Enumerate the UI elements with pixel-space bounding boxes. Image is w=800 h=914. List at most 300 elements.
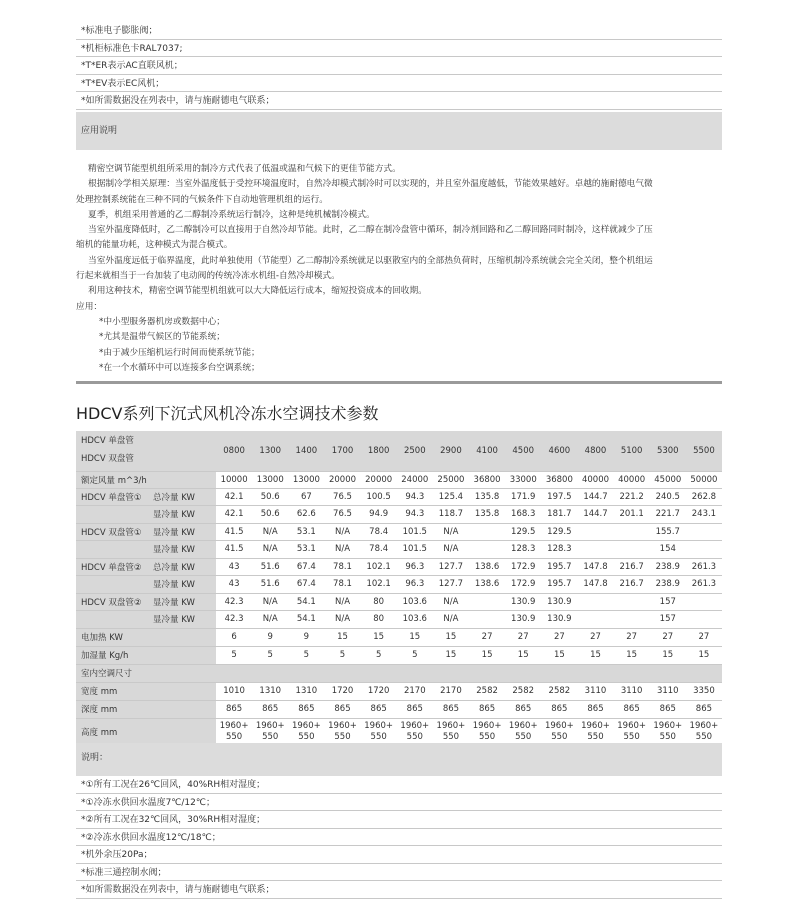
model-cell: 4100	[469, 431, 505, 471]
application-paragraph: 当室外温度远低于临界温度，此时单独使用（节能型）乙二醇制冷系统就足以驱散室内的全部热负荷时，压缩机制冷系统就会完全关闭，整个机组运	[88, 255, 653, 266]
data-cell: 78.4	[361, 541, 397, 559]
height-bottom: 550	[623, 732, 640, 742]
data-cell: N/A	[252, 541, 288, 559]
data-cell: 865	[252, 700, 288, 718]
data-cell: 2170	[433, 682, 469, 700]
data-cell: 94.9	[361, 506, 397, 524]
size-heading-row	[76, 664, 722, 682]
data-cell	[614, 611, 650, 629]
model-cell: 1400	[288, 431, 324, 471]
data-cell	[614, 593, 650, 611]
data-cell: 36800	[541, 471, 577, 488]
sub-label: 显冷量 KW	[151, 523, 216, 541]
data-cell: 94.3	[397, 506, 433, 524]
data-cell: 216.7	[614, 576, 650, 594]
data-cell: 102.1	[361, 558, 397, 576]
data-cell: 101.5	[397, 523, 433, 541]
group-row	[76, 506, 722, 524]
data-cell: 5	[216, 646, 252, 664]
data-cell: 103.6	[397, 593, 433, 611]
height-cell	[433, 718, 469, 746]
sub-label: 总冷量 KW	[151, 488, 216, 506]
data-cell: 130.9	[505, 593, 541, 611]
height-bottom: 550	[659, 732, 676, 742]
data-cell: 101.5	[397, 541, 433, 559]
data-cell: 1720	[361, 682, 397, 700]
data-cell: 3110	[650, 682, 686, 700]
data-cell: 1720	[324, 682, 360, 700]
row-label: 深度 mm	[76, 700, 216, 718]
model-cell: 5100	[614, 431, 650, 471]
data-cell: 195.7	[541, 558, 577, 576]
height-cell	[361, 718, 397, 746]
height-bottom: 550	[262, 732, 279, 742]
application-paragraph: 夏季，机组采用普通的乙二醇制冷系统运行制冷，这种是纯机械制冷模式。	[88, 209, 375, 220]
data-cell: 221.2	[614, 488, 650, 506]
sub-label: 显冷量 KW	[151, 506, 216, 524]
bottom-note: *①冷冻水供回水温度7℃/12℃；	[76, 794, 722, 812]
depth-row	[76, 700, 722, 718]
group-label-blank	[76, 576, 151, 594]
data-cell: 130.9	[541, 593, 577, 611]
height-cell	[252, 718, 288, 746]
height-cell	[288, 718, 324, 746]
data-cell: 24000	[397, 471, 433, 488]
data-cell	[577, 541, 613, 559]
data-cell: 128.3	[541, 541, 577, 559]
row-label: 宽度 mm	[76, 682, 216, 700]
data-cell: 15	[650, 646, 686, 664]
data-cell: 80	[361, 611, 397, 629]
data-cell: 96.3	[397, 576, 433, 594]
data-cell: 865	[361, 700, 397, 718]
data-cell: N/A	[252, 593, 288, 611]
data-cell: 96.3	[397, 558, 433, 576]
data-cell: 43	[216, 576, 252, 594]
data-cell: N/A	[324, 541, 360, 559]
group-label-blank	[76, 541, 151, 559]
data-cell: 216.7	[614, 558, 650, 576]
data-cell: 33000	[505, 471, 541, 488]
data-cell: 15	[469, 646, 505, 664]
data-cell: 130.9	[505, 611, 541, 629]
application-paragraph: 行起来就相当于一台加装了电动阀的传统冷冻水机组-自然冷却模式。	[76, 271, 340, 282]
data-cell: 50.6	[252, 506, 288, 524]
data-cell: 51.6	[252, 576, 288, 594]
data-cell: 5	[324, 646, 360, 664]
data-cell: 221.7	[650, 506, 686, 524]
data-cell: 1310	[252, 682, 288, 700]
data-cell: 20000	[324, 471, 360, 488]
data-cell: 157	[650, 611, 686, 629]
data-cell: 5	[397, 646, 433, 664]
top-note: *T*ER表示AC直联风机；	[76, 57, 722, 75]
data-cell: 42.1	[216, 506, 252, 524]
data-cell: 100.5	[361, 488, 397, 506]
data-cell: 54.1	[288, 593, 324, 611]
section-divider	[76, 381, 722, 384]
height-cell	[469, 718, 505, 746]
use-item: *在一个水循环中可以连接多台空调系统；	[99, 362, 260, 373]
row-label: 高度 mm	[76, 718, 216, 746]
data-cell	[469, 593, 505, 611]
data-cell: N/A	[433, 523, 469, 541]
data-cell: 865	[397, 700, 433, 718]
spec-table	[76, 431, 722, 747]
data-cell: 172.9	[505, 558, 541, 576]
data-cell: 1010	[216, 682, 252, 700]
group-row	[76, 611, 722, 629]
data-cell	[577, 523, 613, 541]
data-cell: 45000	[650, 471, 686, 488]
sub-label: 显冷量 KW	[151, 576, 216, 594]
data-cell: 130.9	[541, 611, 577, 629]
data-cell: 129.5	[541, 523, 577, 541]
data-cell: 5	[252, 646, 288, 664]
group-row	[76, 593, 722, 611]
application-paragraph: 利用这种技术，精密空调节能型机组就可以大大降低运行成本，缩短投资成本的回收期。	[88, 286, 427, 297]
data-cell: 261.3	[686, 558, 722, 576]
use-item: *中小型服务器机房或数据中心；	[99, 316, 225, 327]
data-cell: 5	[361, 646, 397, 664]
data-cell: 6	[216, 628, 252, 646]
model-cell: 1300	[252, 431, 288, 471]
data-cell: 9	[288, 628, 324, 646]
data-cell: 138.6	[469, 576, 505, 594]
height-top: 1960+	[328, 721, 357, 731]
data-cell: 27	[614, 628, 650, 646]
height-bottom: 550	[298, 732, 315, 742]
data-cell: 2170	[397, 682, 433, 700]
data-cell: 40000	[577, 471, 613, 488]
group-row	[76, 523, 722, 541]
bottom-note: *机外余压20Pa；	[76, 846, 722, 864]
height-top: 1960+	[255, 721, 285, 731]
height-top: 1960+	[653, 721, 683, 731]
bottom-note: *②所有工况在32℃回风，30%RH相对湿度；	[76, 811, 722, 829]
height-top: 1960+	[689, 721, 719, 731]
model-cell: 1700	[324, 431, 360, 471]
data-cell: 94.3	[397, 488, 433, 506]
height-bottom: 550	[406, 732, 423, 742]
height-top: 1960+	[400, 721, 430, 731]
model-cell: 4500	[505, 431, 541, 471]
height-top: 1960+	[544, 721, 574, 731]
data-cell	[686, 541, 722, 559]
data-cell: 67.4	[288, 558, 324, 576]
data-cell: 240.5	[650, 488, 686, 506]
data-cell: 144.7	[577, 488, 613, 506]
height-row	[76, 718, 722, 746]
data-cell: 865	[216, 700, 252, 718]
data-cell: 76.5	[324, 506, 360, 524]
data-cell: 15	[433, 646, 469, 664]
data-cell: 118.7	[433, 506, 469, 524]
model-header-row	[76, 431, 722, 471]
data-cell	[469, 611, 505, 629]
data-cell: 129.5	[505, 523, 541, 541]
height-bottom: 550	[334, 732, 351, 742]
data-cell: 51.6	[252, 558, 288, 576]
height-cell	[324, 718, 360, 746]
data-cell: 262.8	[686, 488, 722, 506]
height-top: 1960+	[508, 721, 538, 731]
data-cell: 27	[650, 628, 686, 646]
data-cell: 138.6	[469, 558, 505, 576]
group-row	[76, 488, 722, 506]
data-cell: 15	[577, 646, 613, 664]
data-cell: 62.6	[288, 506, 324, 524]
application-text	[76, 162, 722, 376]
sub-label: 显冷量 KW	[151, 611, 216, 629]
top-notes-list	[76, 22, 722, 110]
data-cell	[686, 593, 722, 611]
data-cell: 15	[433, 628, 469, 646]
data-cell: 3110	[577, 682, 613, 700]
notes-heading: 说明：	[76, 743, 722, 776]
data-cell: N/A	[433, 541, 469, 559]
height-top: 1960+	[219, 721, 249, 731]
height-bottom: 550	[587, 732, 604, 742]
data-cell: 20000	[361, 471, 397, 488]
data-cell: 15	[324, 628, 360, 646]
data-cell: 13000	[252, 471, 288, 488]
data-cell: N/A	[252, 611, 288, 629]
data-cell: 865	[650, 700, 686, 718]
data-cell: 67.4	[288, 576, 324, 594]
data-cell: 171.9	[505, 488, 541, 506]
bottom-note: *标准三通控制水阀；	[76, 864, 722, 882]
data-cell: 135.8	[469, 488, 505, 506]
data-cell: 197.5	[541, 488, 577, 506]
group-label-blank	[76, 611, 151, 629]
data-cell: 15	[505, 646, 541, 664]
bottom-note: *如所需数据没在列表中，请与施耐德电气联系；	[76, 881, 722, 899]
model-cell: 2900	[433, 431, 469, 471]
data-cell: 865	[433, 700, 469, 718]
model-cell: 5500	[686, 431, 722, 471]
data-cell: 865	[505, 700, 541, 718]
height-top: 1960+	[436, 721, 466, 731]
use-label: 应用：	[76, 301, 103, 312]
data-cell	[469, 541, 505, 559]
data-cell: 154	[650, 541, 686, 559]
data-cell: 181.7	[541, 506, 577, 524]
data-cell: 127.7	[433, 558, 469, 576]
bottom-note: *①所有工况在26℃回风，40%RH相对湿度；	[76, 776, 722, 794]
use-item: *由于减少压缩机运行时间而使系统节能；	[99, 347, 260, 358]
data-cell: 168.3	[505, 506, 541, 524]
data-cell: N/A	[324, 523, 360, 541]
airflow-row	[76, 471, 722, 488]
data-cell: 76.5	[324, 488, 360, 506]
width-row	[76, 682, 722, 700]
group-row	[76, 558, 722, 576]
height-cell	[397, 718, 433, 746]
data-cell: 80	[361, 593, 397, 611]
data-cell: 10000	[216, 471, 252, 488]
data-cell: 238.9	[650, 576, 686, 594]
row-label: 电加热 KW	[76, 628, 216, 646]
data-cell: 865	[469, 700, 505, 718]
data-cell: 15	[541, 646, 577, 664]
height-bottom: 550	[370, 732, 387, 742]
data-cell: 41.5	[216, 541, 252, 559]
height-top: 1960+	[364, 721, 394, 731]
bottom-note: *②冷冻水供回水温度12℃/18℃；	[76, 829, 722, 847]
data-cell: 2582	[469, 682, 505, 700]
data-cell: 865	[614, 700, 650, 718]
data-cell	[614, 541, 650, 559]
data-cell: 15	[686, 646, 722, 664]
height-cell	[650, 718, 686, 746]
data-cell: 67	[288, 488, 324, 506]
data-cell: 243.1	[686, 506, 722, 524]
group-label: HDCV 双盘管②	[76, 593, 151, 611]
height-cell	[577, 718, 613, 746]
use-item: *尤其是温带气候区的节能系统；	[99, 332, 225, 343]
row-label: 额定风量 m^3/h	[76, 471, 216, 488]
data-cell: 201.1	[614, 506, 650, 524]
data-cell: 865	[541, 700, 577, 718]
height-bottom: 550	[225, 732, 243, 742]
data-cell: 103.6	[397, 611, 433, 629]
data-cell: 157	[650, 593, 686, 611]
model-cell: 0800	[216, 431, 252, 471]
group-label: HDCV 双盘管①	[76, 523, 151, 541]
data-cell: 78.1	[324, 558, 360, 576]
model-cell: 2500	[397, 431, 433, 471]
group-label: HDCV 单盘管②	[76, 558, 151, 576]
data-cell: N/A	[324, 611, 360, 629]
data-cell: 147.8	[577, 576, 613, 594]
height-bottom: 550	[515, 732, 532, 742]
data-cell: 865	[577, 700, 613, 718]
data-cell: 2582	[505, 682, 541, 700]
application-heading: 应用说明	[76, 112, 722, 150]
double-coil-header: HDCV 双盘管	[81, 454, 134, 465]
data-cell: 3110	[614, 682, 650, 700]
data-cell: 128.3	[505, 541, 541, 559]
data-cell: 195.7	[541, 576, 577, 594]
data-cell: 50000	[686, 471, 722, 488]
height-top: 1960+	[291, 721, 321, 731]
height-top: 1960+	[617, 721, 647, 731]
data-cell: 15	[361, 628, 397, 646]
data-cell: 155.7	[650, 523, 686, 541]
height-bottom: 550	[695, 732, 713, 742]
data-cell	[614, 523, 650, 541]
height-cell	[614, 718, 650, 746]
height-bottom: 550	[551, 732, 568, 742]
data-cell: N/A	[252, 523, 288, 541]
size-heading: 室内空调尺寸	[76, 664, 722, 682]
data-cell: 41.5	[216, 523, 252, 541]
data-cell: 9	[252, 628, 288, 646]
data-cell: 15	[397, 628, 433, 646]
data-cell: 27	[469, 628, 505, 646]
height-top: 1960+	[581, 721, 610, 731]
data-cell	[686, 611, 722, 629]
data-cell: 261.3	[686, 576, 722, 594]
height-cell	[216, 718, 252, 746]
application-paragraph: 处理控制系统能在三种不同的气候条件下自动地管理机组的运行。	[76, 194, 328, 205]
data-cell: N/A	[433, 611, 469, 629]
data-cell: 78.4	[361, 523, 397, 541]
data-cell: 53.1	[288, 523, 324, 541]
humidifier-row	[76, 646, 722, 664]
top-note: *T*EV表示EC风机；	[76, 75, 722, 93]
data-cell: 13000	[288, 471, 324, 488]
sub-label: 总冷量 KW	[151, 558, 216, 576]
top-note: *如所需数据没在列表中，请与施耐德电气联系；	[76, 92, 722, 110]
data-cell: 54.1	[288, 611, 324, 629]
data-cell: 43	[216, 558, 252, 576]
data-cell: 147.8	[577, 558, 613, 576]
model-cell: 4600	[541, 431, 577, 471]
table-title: HDCV系列下沉式风机冷冻水空调技术参数	[76, 404, 379, 423]
data-cell: 865	[686, 700, 722, 718]
model-cell: 5300	[650, 431, 686, 471]
data-cell: 25000	[433, 471, 469, 488]
top-note: *标准电子膨胀阀；	[76, 22, 722, 40]
data-cell: N/A	[433, 593, 469, 611]
data-cell: 127.7	[433, 576, 469, 594]
data-cell: 27	[505, 628, 541, 646]
data-cell: 144.7	[577, 506, 613, 524]
model-header-label	[76, 431, 216, 471]
sub-label: 显冷量 KW	[151, 541, 216, 559]
data-cell: 2582	[541, 682, 577, 700]
data-cell: 27	[577, 628, 613, 646]
height-cell	[686, 718, 722, 746]
data-cell: 42.1	[216, 488, 252, 506]
data-cell: 27	[541, 628, 577, 646]
data-cell: 3350	[686, 682, 722, 700]
height-cell	[541, 718, 577, 746]
height-top: 1960+	[472, 721, 502, 731]
data-cell	[686, 523, 722, 541]
data-cell	[469, 523, 505, 541]
data-cell: 27	[686, 628, 722, 646]
data-cell: 42.3	[216, 593, 252, 611]
data-cell: 238.9	[650, 558, 686, 576]
data-cell: 865	[288, 700, 324, 718]
data-cell: 1310	[288, 682, 324, 700]
height-cell	[505, 718, 541, 746]
data-cell: 36800	[469, 471, 505, 488]
data-cell: 50.6	[252, 488, 288, 506]
row-label: 加湿量 Kg/h	[76, 646, 216, 664]
application-paragraph: 根据制冷学相关原理：当室外温度低于受控环境温度时，自然冷却模式制冷时可以实现的，并且室外温度越低，节能效果越好。卓越的施耐德电气微	[88, 179, 653, 190]
application-paragraph: 缩机的能量功耗，这种模式为混合模式。	[76, 240, 233, 251]
data-cell: 102.1	[361, 576, 397, 594]
data-cell: 172.9	[505, 576, 541, 594]
bottom-notes	[76, 743, 722, 899]
application-paragraph: 当室外温度降低时，乙二醇制冷可以直接用于自然冷却节能。此时，乙二醇在制冷盘管中循环，制冷剂回路和乙二醇回路同时制冷，这样就减少了压	[88, 225, 653, 236]
application-paragraph: 精密空调节能型机组所采用的制冷方式代表了低温或温和气候下的更佳节能方式。	[88, 164, 401, 174]
data-cell: 53.1	[288, 541, 324, 559]
group-row	[76, 541, 722, 559]
data-cell	[577, 593, 613, 611]
data-cell: 5	[288, 646, 324, 664]
data-cell	[577, 611, 613, 629]
model-cell: 4800	[577, 431, 613, 471]
group-row	[76, 576, 722, 594]
model-cell: 1800	[361, 431, 397, 471]
sub-label: 显冷量 KW	[151, 593, 216, 611]
data-cell: 135.8	[469, 506, 505, 524]
